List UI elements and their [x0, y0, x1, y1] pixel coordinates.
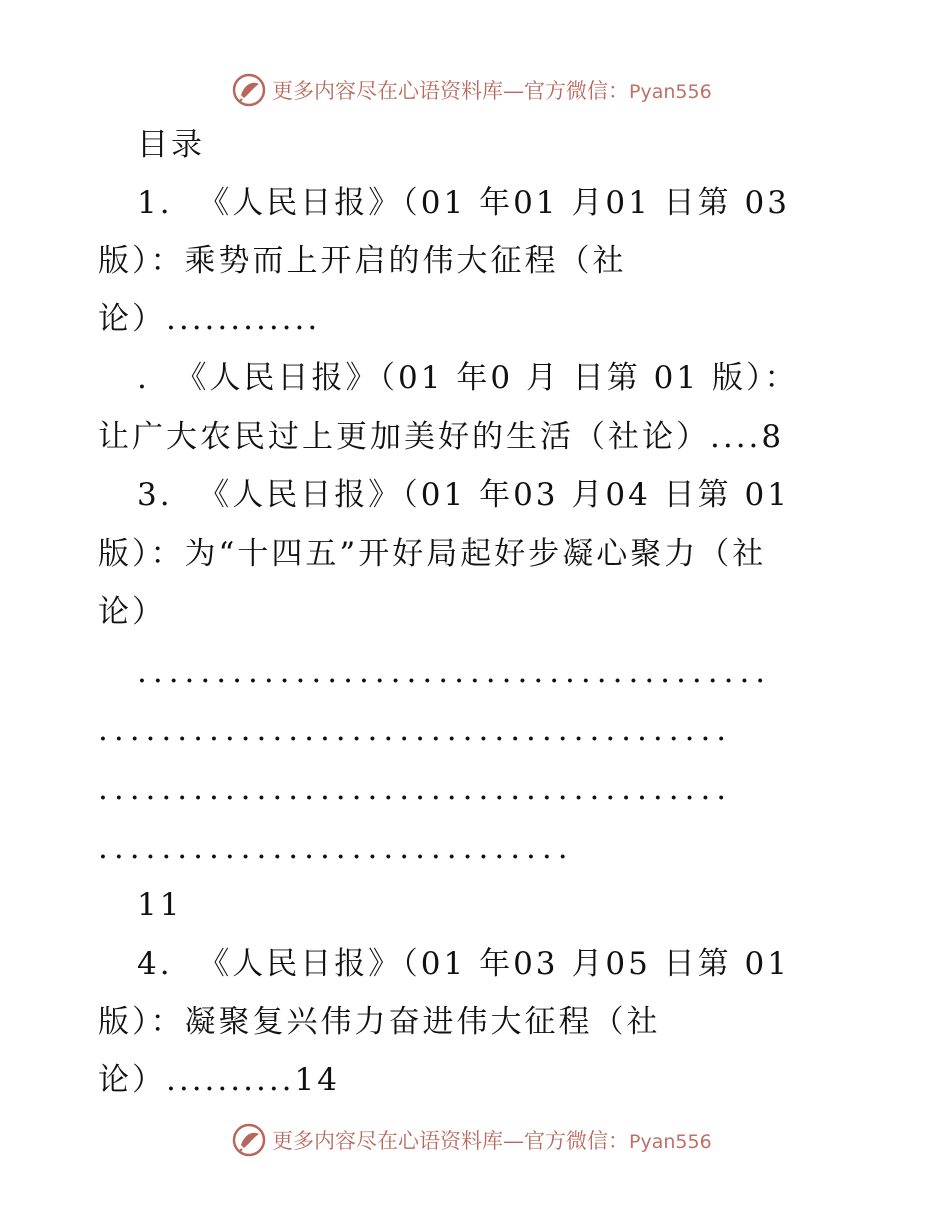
banner-label: 更多内容尽在心语资料库—官方微信：: [272, 1129, 629, 1153]
toc-line: 论）............: [98, 301, 321, 337]
toc-leader-dots: ........................................: [98, 771, 733, 807]
footer-watermark-banner: [232, 1120, 712, 1160]
toc-line: 版）：为“十四五”开好局起好步凝心聚力（社: [98, 536, 767, 572]
banner-wechat-id: Pyan556: [629, 1131, 712, 1153]
toc-leader-dots: ........................................: [137, 654, 772, 690]
toc-line: 版）：乘势而上开启的伟大征程（社: [98, 243, 627, 279]
pen-logo-icon: [232, 73, 266, 107]
banner-text: [272, 1125, 712, 1155]
toc-leader-dots: ........................................: [98, 712, 733, 748]
toc-line: 4. 《人民日报》（01 年03 月05 日第 01: [137, 946, 790, 982]
header-watermark-banner: [232, 70, 712, 110]
banner-wechat-id: Pyan556: [629, 81, 712, 103]
toc-line: 论）: [98, 594, 166, 630]
pen-logo-icon: [232, 1123, 266, 1157]
toc-line: 论）..........14: [98, 1062, 340, 1098]
toc-leader-dots: ..............................: [98, 830, 574, 866]
toc-line: 版）：凝聚复兴伟力奋进伟大征程（社: [98, 1004, 661, 1040]
toc-line: 让广大农民过上更加美好的生活（社论）....8: [98, 419, 785, 455]
toc-line: 1. 《人民日报》（01 年01 月01 日第 03: [137, 185, 790, 221]
banner-text: [272, 75, 712, 105]
toc-title: 目录: [137, 127, 205, 163]
toc-line: 3. 《人民日报》（01 年03 月04 日第 01: [137, 477, 790, 513]
toc-page-number: 11: [137, 887, 183, 923]
banner-label: 更多内容尽在心语资料库—官方微信：: [272, 79, 629, 103]
toc-line: . 《人民日报》（01 年0 月 日第 01 版）：: [137, 360, 799, 396]
